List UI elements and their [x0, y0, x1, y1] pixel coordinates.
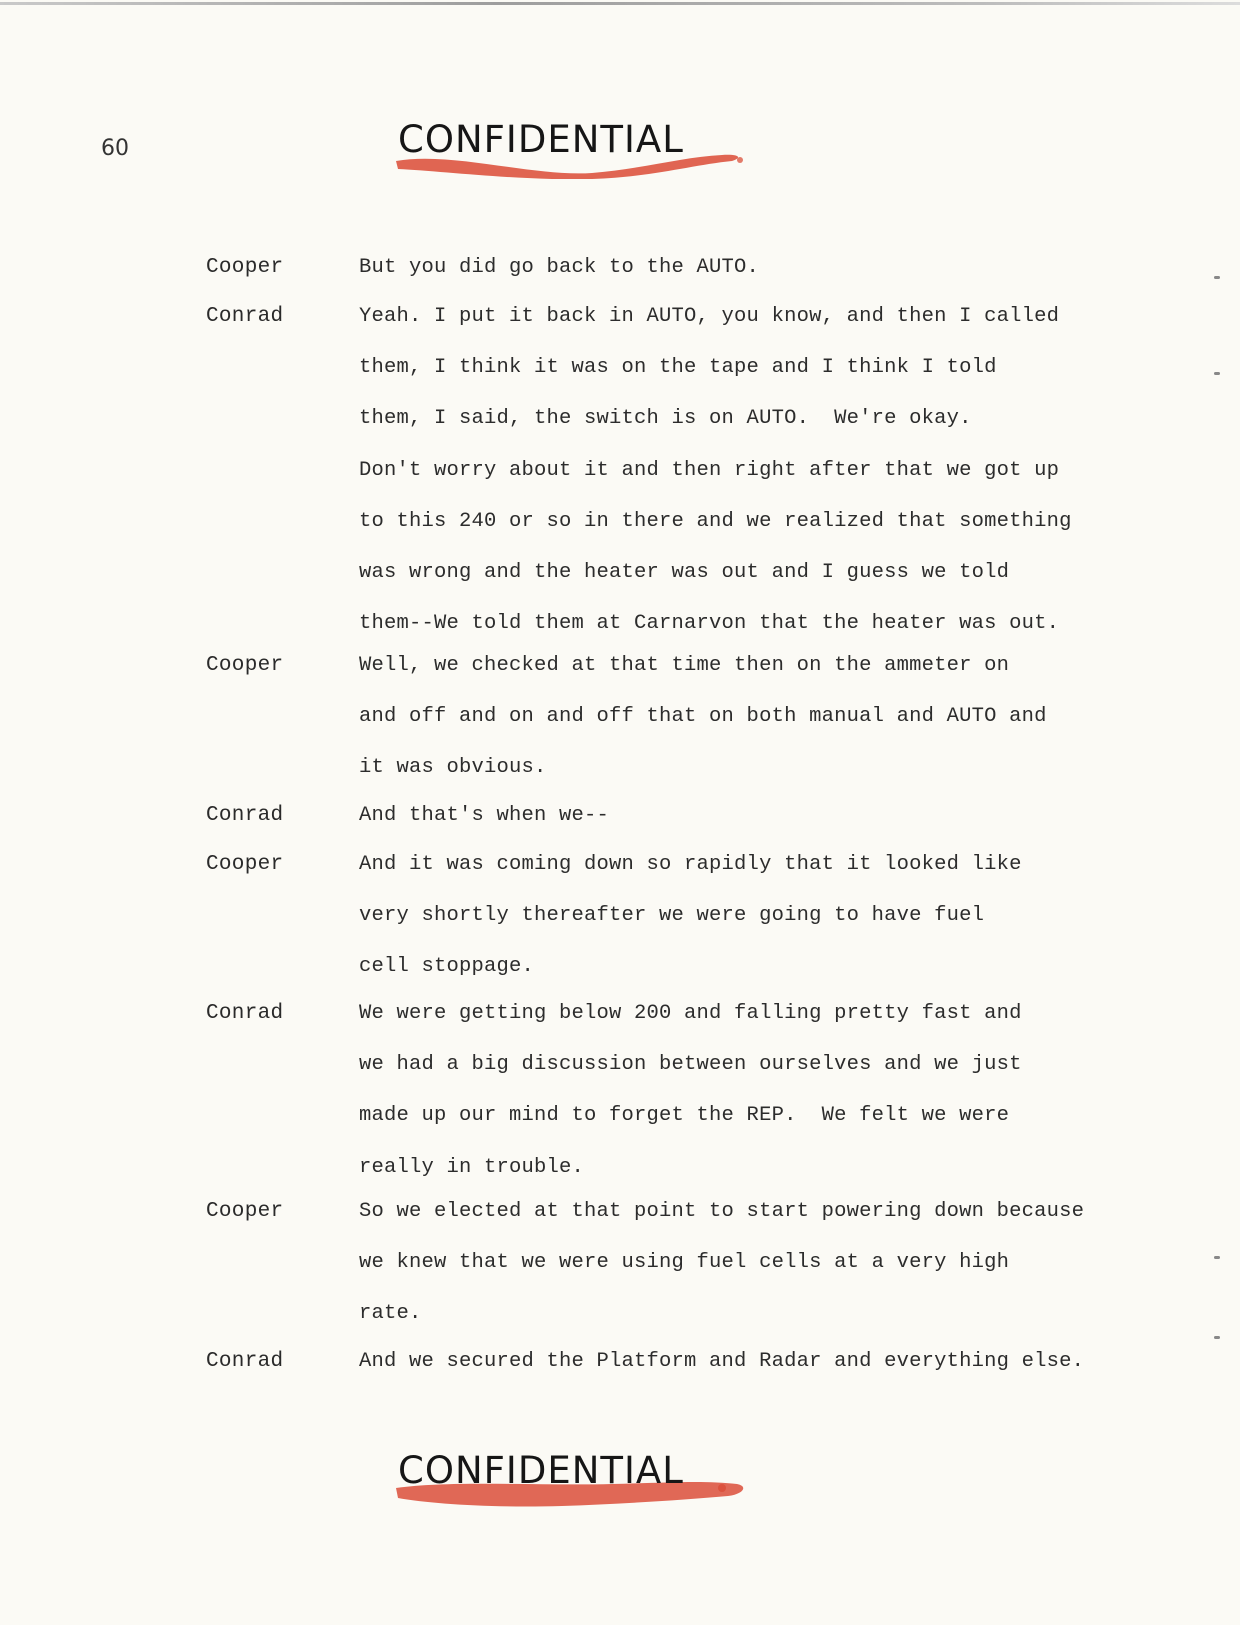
speech-text: And we secured the Platform and Radar and everything else. [359, 1350, 1085, 1373]
speaker-name: Conrad [206, 305, 284, 328]
speaker-name: Conrad [206, 1350, 284, 1373]
speech-text: Well, we checked at that time then on the ammeter on and off and on and off that on both manual and AUTO and it was obvious. [359, 654, 1047, 780]
speaker-name: Cooper [206, 853, 284, 876]
speaker-name: Conrad [206, 804, 284, 827]
speaker-name: Cooper [206, 1200, 284, 1223]
speech-text: And it was coming down so rapidly that it looked like very shortly thereafter we were going to have fuel cell stoppage. [359, 853, 1022, 979]
confidential-footer-stamp [392, 1448, 752, 1508]
speaker-name: Cooper [206, 654, 284, 677]
confidential-header-text: CONFIDENTIAL [398, 118, 684, 161]
margin-speck [1214, 1336, 1220, 1339]
margin-speck [1214, 1256, 1220, 1259]
speech-text: So we elected at that point to start powering down because we knew that we were using fuel cells at a very high rate. [359, 1200, 1085, 1326]
confidential-footer-text: CONFIDENTIAL [398, 1449, 684, 1492]
speech-text: We were getting below 200 and falling pretty fast and we had a big discussion between ourselves and we just made up our mind to forget the REP. We felt we were really in trouble. [359, 1002, 1022, 1179]
speech-text: But you did go back to the AUTO. [359, 256, 760, 279]
speaker-name: Cooper [206, 256, 284, 279]
page-number: 60 [101, 136, 129, 161]
speaker-name: Conrad [206, 1002, 284, 1025]
speech-text: Yeah. I put it back in AUTO, you know, and then I called them, I think it was on the tape and I think I told them, I said, the switch is on AUTO. We're okay. Don't worry about it and then right after that we got up to this 240 or so in there and we realized that something was wrong and the heater was out and I guess we told them--We told them at Carnarvon that the heater was out. [359, 305, 1072, 636]
margin-speck [1214, 276, 1220, 279]
margin-speck [1214, 372, 1220, 375]
speech-text: And that's when we-- [359, 804, 610, 827]
